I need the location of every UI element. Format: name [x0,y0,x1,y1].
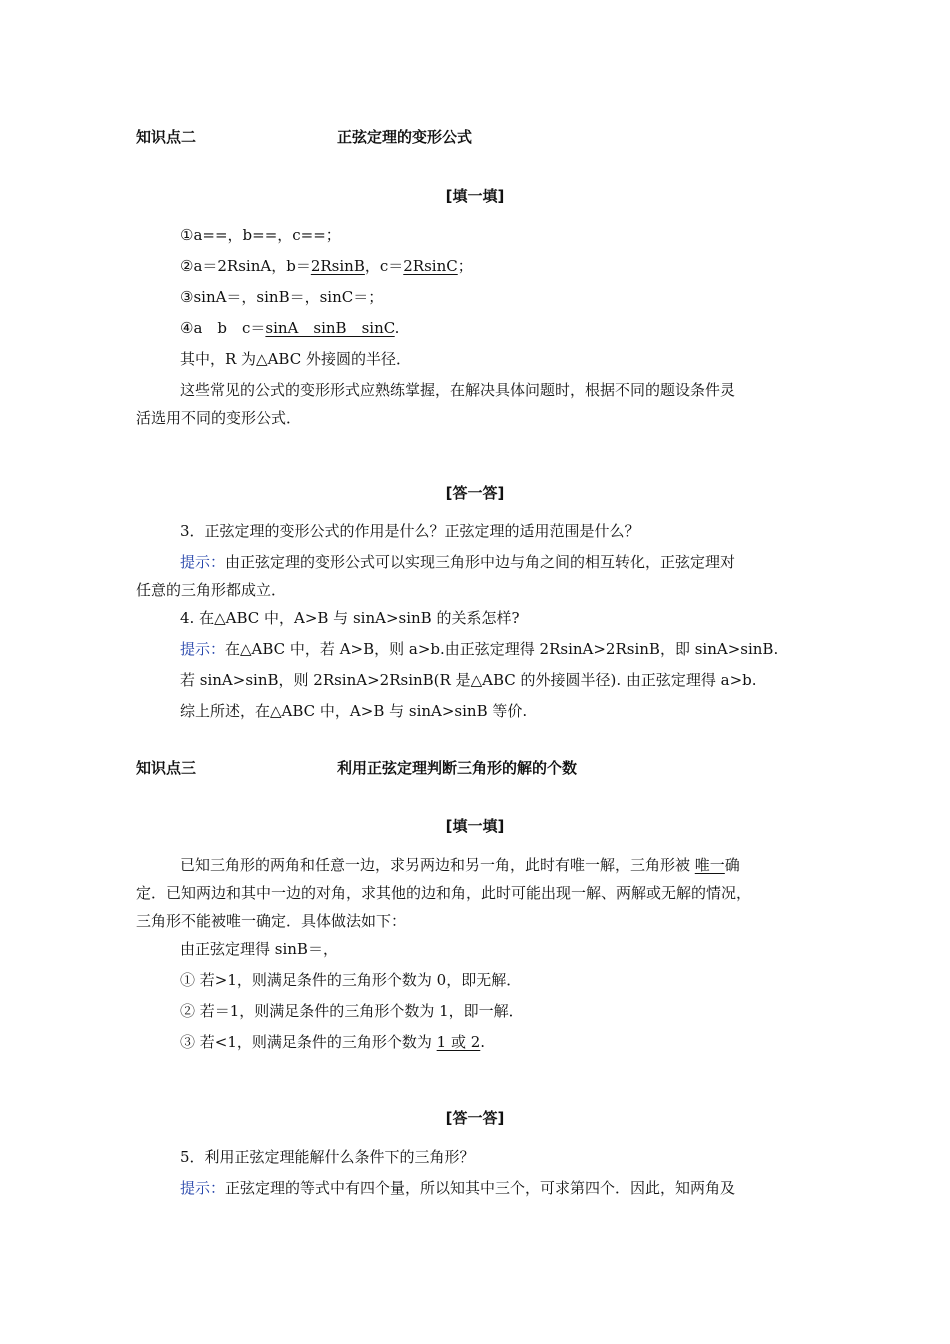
hint-3 [180,552,735,572]
answer-header: [答一答] [445,1109,505,1127]
paragraph-line: 定．已知两边和其中一边的对角，求其他的边和角，此时可能出现一解、两解或无解的情况， [136,884,752,902]
formula-line-1: ①a==，b==，c==； [180,226,341,244]
fill-in-header: [填一填] [445,817,505,835]
formula-text: ； [457,257,473,275]
paragraph-line: 这些常见的公式的变形形式应熟练掌握，在解决具体问题时，根据不同的题设条件灵 [180,381,736,399]
paragraph-line [180,855,740,875]
formula-text: ，c＝ [364,257,404,275]
formula-text: . [394,319,400,337]
hint-label: 提示： [180,1179,226,1197]
underlined-answer: sinA sinB sinC [265,319,395,337]
section-title: 正弦定理的变形公式 [337,128,473,146]
case-text: ③ 若<1，则满足条件的三角形个数为 [180,1033,437,1051]
paragraph-text: 确 [724,856,740,874]
formula-line-3: ③sinA＝，sinB＝，sinC＝； [180,288,384,306]
formula-line: 由正弦定理得 sinB＝， [180,940,338,958]
paragraph-line: 三角形不能被唯一确定．具体做法如下： [136,912,407,930]
hint-text: 由正弦定理的变形公式可以实现三角形中边与角之间的相互转化，正弦定理对 [225,553,736,571]
section-label: 知识点三 [136,759,197,777]
hint-label: 提示： [180,553,226,571]
hint-label: 提示： [180,640,226,658]
paragraph-line: 活选用不同的变形公式． [136,409,302,427]
question-5: 5．利用正弦定理能解什么条件下的三角形？ [180,1148,475,1166]
hint-text: 在△ABC 中，若 A>B，则 a>b.由正弦定理得 2RsinA>2RsinB，即 sinA>sinB. [225,640,779,658]
hint-text: 正弦定理的等式中有四个量，所以知其中三个，可求第四个．因此，知两角及 [225,1179,736,1197]
case-3 [180,1032,485,1052]
question-4: 4. 在△ABC 中，A>B 与 sinA>sinB 的关系怎样? [180,609,520,627]
case-2: ② 若＝1，则满足条件的三角形个数为 1，即一解． [180,1002,524,1020]
case-text: . [480,1033,486,1051]
underlined-answer: 1 或 2 [436,1033,481,1051]
hint-4-line-2: 若 sinA>sinB，则 2RsinA>2RsinB(R 是△ABC 的外接圆半径). 由正弦定理得 a>b. [180,671,757,689]
section-label: 知识点二 [136,128,197,146]
case-1: ① 若>1，则满足条件的三角形个数为 0，即无解． [180,971,522,989]
note-line: 其中，R 为△ABC 外接圆的半径． [180,350,411,368]
paragraph-text: 已知三角形的两角和任意一边，求另两边和另一角，此时有唯一解，三角形被 [180,856,695,874]
formula-text: ④a b c＝ [180,319,266,337]
formula-text: ②a＝2RsinA，b＝ [180,257,311,275]
answer-header: [答一答] [445,484,505,502]
hint-5 [180,1178,735,1198]
hint-4-line-3: 综上所述，在△ABC 中，A>B 与 sinA>sinB 等价. [180,702,528,720]
hint-3-continued: 任意的三角形都成立． [136,581,287,599]
formula-line-4 [180,318,399,338]
section-title: 利用正弦定理判断三角形的解的个数 [337,759,578,777]
fill-in-header: [填一填] [445,187,505,205]
underlined-answer: 唯一 [694,856,725,874]
underlined-answer: 2RsinC [403,257,458,275]
question-3: 3．正弦定理的变形公式的作用是什么？正弦定理的适用范围是什么？ [180,522,640,540]
formula-line-2 [180,256,473,276]
underlined-answer: 2RsinB [310,257,365,275]
hint-4 [180,639,778,659]
